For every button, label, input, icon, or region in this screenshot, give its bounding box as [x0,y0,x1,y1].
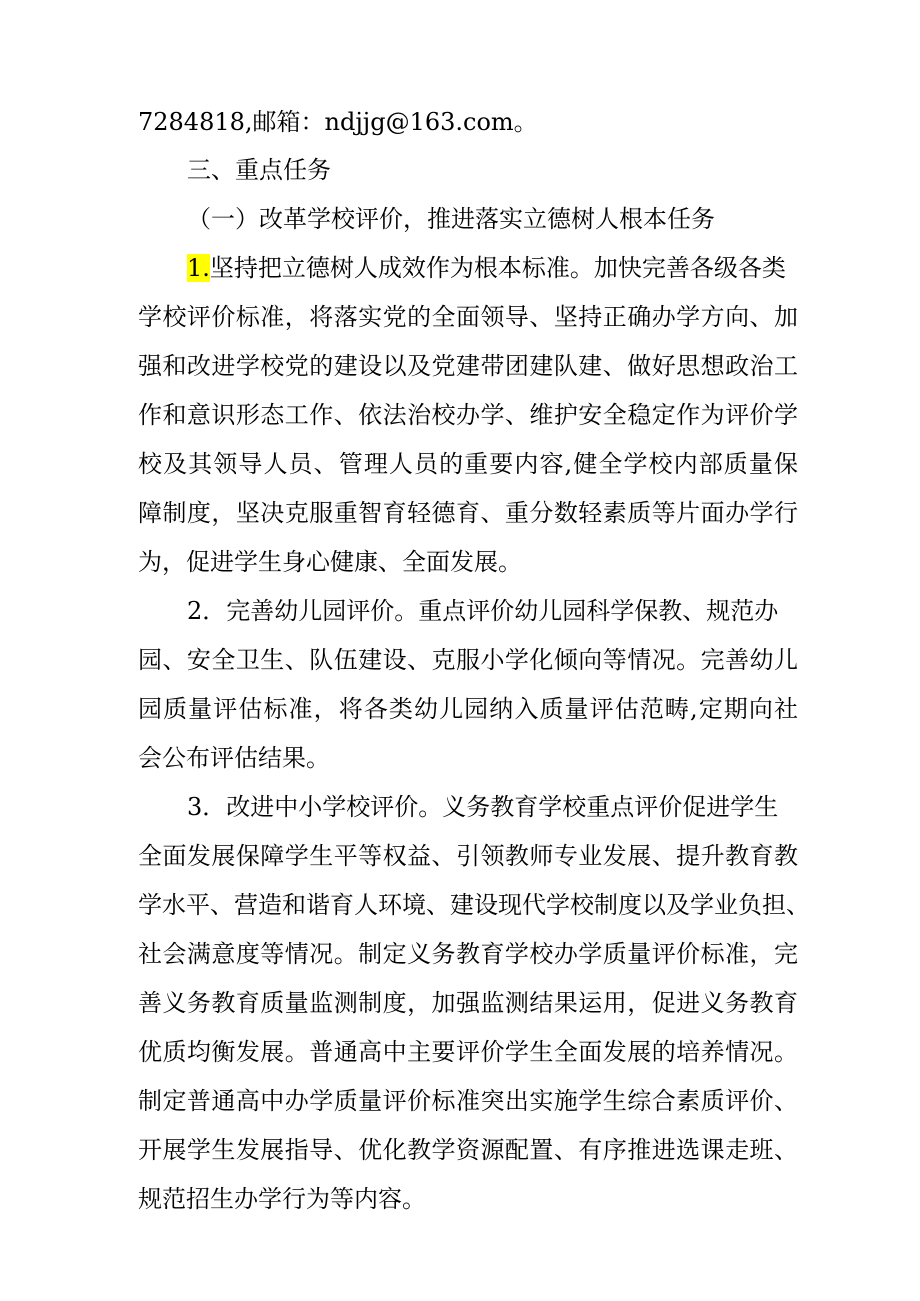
item-1-number-highlight: 1. [187,254,210,282]
paragraph-line: 园质量评估标准，将各类幼儿园纳入质量评估范畴,定期向社 [138,695,798,723]
paragraph-line: 学校评价标准，将落实党的全面领导、坚持正确办学方向、加 [138,303,798,331]
paragraph-line: 开展学生发展指导、优化教学资源配置、有序推进选课走班、 [138,1136,798,1164]
paragraph-line: 为，促进学生身心健康、全面发展。 [138,548,522,576]
item-1-first-line-text: 坚持把立德树人成效作为根本标准。加快完善各级各类 [209,254,786,282]
paragraph-line: 制定普通高中办学质量评价标准突出实施学生综合素质评价、 [138,1087,798,1115]
paragraph-line: 学水平、营造和谐育人环境、建设现代学校制度以及学业负担、 [138,891,810,919]
item-1-first-line [187,250,798,286]
paragraph-line: 全面发展保障学生平等权益、引领教师专业发展、提升教育教 [138,842,798,870]
paragraph-line: 作和意识形态工作、依法治校办学、维护安全稳定作为评价学 [138,401,798,429]
paragraph-line: 园、安全卫生、队伍建设、克服小学化倾向等情况。完善幼儿 [138,646,798,674]
subsection-heading-school-evaluation: （一）改革学校评价，推进落实立德树人根本任务 [187,205,715,233]
paragraph-line: 强和改进学校党的建设以及党建带团建队建、做好思想政治工 [138,352,798,380]
paragraph-line: 校及其领导人员、管理人员的重要内容,健全学校内部质量保 [138,450,798,478]
paragraph-line: 优质均衡发展。普通高中主要评价学生全面发展的培养情况。 [138,1038,798,1066]
paragraph-line: 规范招生办学行为等内容。 [138,1185,426,1213]
paragraph-line: 善义务教育质量监测制度，加强监测结果运用，促进义务教育 [138,989,798,1017]
item-3-first-line: 3．改进中小学校评价。义务教育学校重点评价促进学生 [187,793,779,821]
paragraph-line: 社会满意度等情况。制定义务教育学校办学质量评价标准，完 [138,940,798,968]
section-heading-key-tasks: 三、重点任务 [187,156,331,184]
paragraph-line: 障制度，坚决克服重智育轻德育、重分数轻素质等片面办学行 [138,499,798,527]
paragraph-line: 会公布评估结果。 [138,744,330,772]
contact-email-line: 7284818,邮箱：ndjjg@163.com。 [138,108,538,136]
item-2-first-line: 2．完善幼儿园评价。重点评价幼儿园科学保教、规范办 [187,597,779,625]
